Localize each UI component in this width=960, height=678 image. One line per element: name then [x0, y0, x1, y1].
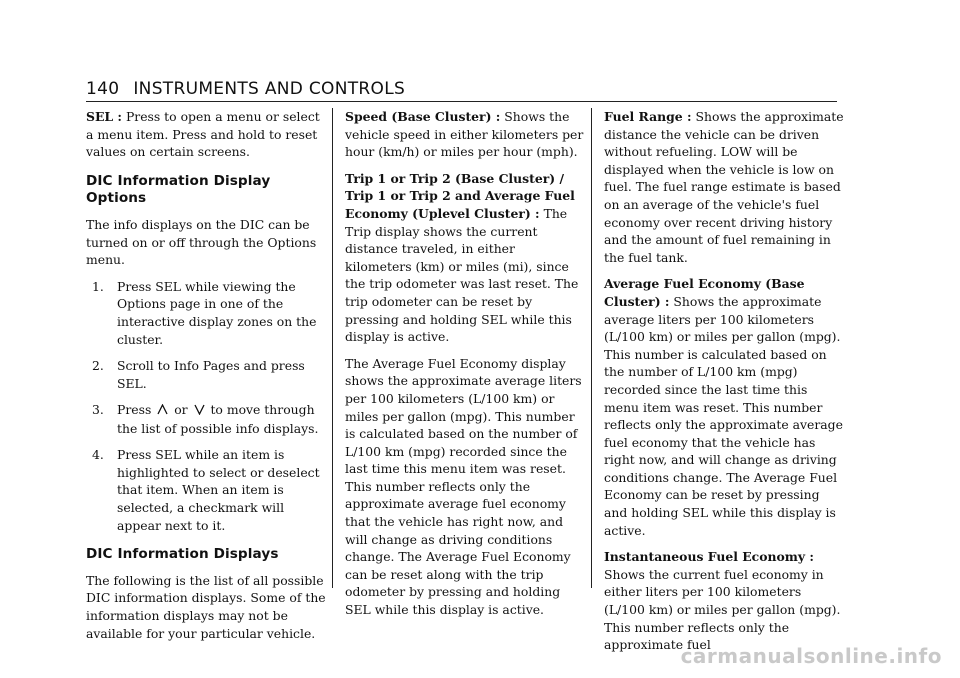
step-number: 4.	[92, 447, 104, 463]
watermark: carmanualsonline.info	[680, 644, 942, 668]
step-text-post: to move through the list of possible info displays.	[117, 402, 319, 436]
speed-text: Shows the vehicle speed in either kilometers per hour (km/h) or miles per hour (mph).	[345, 109, 584, 160]
steps-list	[86, 278, 326, 534]
column-divider	[591, 108, 592, 588]
chevron-down-icon	[194, 402, 205, 420]
step-number: 2.	[92, 358, 104, 374]
page-header	[86, 79, 405, 99]
column-divider	[332, 108, 333, 588]
fuel-range-definition	[604, 108, 844, 266]
average-fuel-economy-definition	[604, 275, 844, 539]
heading-display-options: DIC Information Display Options	[86, 172, 271, 207]
list-item	[86, 401, 326, 437]
section-title: INSTRUMENTS AND CONTROLS	[133, 79, 406, 99]
options-intro: The info displays on the DIC can be turned on or off through the Options menu.	[86, 216, 317, 268]
instantaneous-fuel-economy-definition	[604, 548, 844, 654]
page-number: 140	[86, 79, 120, 99]
step-text-mid: or	[170, 402, 192, 418]
step-text: Scroll to Info Pages and press SEL.	[117, 358, 305, 391]
list-item	[86, 446, 326, 534]
list-item	[86, 278, 326, 348]
displays-intro: The following is the list of all possible DIC information displays. Some of the information displays may not be available for your particular vehicle.	[86, 572, 326, 641]
fuel-range-term: Fuel Range :	[604, 109, 692, 124]
trip-term: Trip 1 or Trip 2 (Base Cluster) / Trip 1 or Trip 2 and Average Fuel Economy (Uplevel Cluster) :	[345, 170, 575, 221]
step-text: Press SEL while viewing the Options page in one of the interactive display zones on the cluster.	[117, 278, 317, 347]
instantaneous-fuel-economy-text: Shows the current fuel economy in either liters per 100 kilometers (L/100 km) or miles per gallon (mpg). This number reflects only the approximate fuel	[604, 566, 841, 653]
trip-text: The Trip display shows the current distance traveled, in either kilometers (km) or miles (mi), since the trip odometer was last reset. The trip odometer can be reset by pressing and holding SEL while this display is active.	[345, 205, 579, 345]
column-left	[86, 108, 326, 651]
header-rule	[86, 101, 837, 102]
step-text: Press SEL while an item is highlighted to select or deselect that item. When an item is selected, a checkmark will appear next to it.	[117, 447, 320, 533]
step-text-pre: Press	[117, 402, 156, 418]
step-number: 1.	[92, 278, 104, 294]
average-fuel-economy-text: Shows the approximate average liters per 100 kilometers (L/100 km) or miles per gallon (mpg). This number is calculated based on the number of L/100 km (mpg) recorded since the last time this menu item was reset. This number reflects only the approximate average fuel economy that the vehicle has right now, and will change as driving conditions change. The Average Fuel Economy can be reset by pressing and holding SEL while this display is active.	[604, 293, 843, 538]
average-fuel-economy-paragraph: The Average Fuel Economy display shows the approximate average liters per 100 kilometers (L/100 km) or miles per gallon (mpg). This number is calculated based on the number of L/100 km (mpg) recorded since the last time this menu item was reset. This number reflects only the approximate average fuel economy that the vehicle has right now, and will change as driving conditions change. The Average Fuel Economy can be reset along with the trip odometer by pressing and holding SEL while this display is active.	[345, 355, 582, 618]
average-fuel-economy-term: Average Fuel Economy (Base Cluster) :	[604, 276, 805, 309]
sel-text: Press to open a menu or select a menu item. Press and hold to reset values on certain screens.	[86, 109, 320, 160]
column-right	[604, 108, 844, 663]
heading-information-displays: DIC Information Displays	[86, 546, 279, 563]
column-middle	[345, 108, 585, 628]
speed-definition	[345, 108, 585, 161]
chevron-up-icon	[157, 402, 168, 420]
fuel-range-text: Shows the approximate distance the vehicle can be driven without refueling. LOW will be displayed when the vehicle is low on fuel. The fuel range estimate is based on an average of the vehicle's fuel economy over recent driving history and the amount of fuel remaining in the fuel tank.	[604, 109, 844, 265]
list-item	[86, 357, 326, 392]
instantaneous-fuel-economy-term: Instantaneous Fuel Economy :	[604, 549, 814, 565]
step-number: 3.	[92, 402, 104, 418]
trip-definition	[345, 170, 585, 346]
sel-term: SEL :	[86, 109, 122, 124]
sel-definition	[86, 108, 326, 161]
speed-term: Speed (Base Cluster) :	[345, 109, 501, 124]
